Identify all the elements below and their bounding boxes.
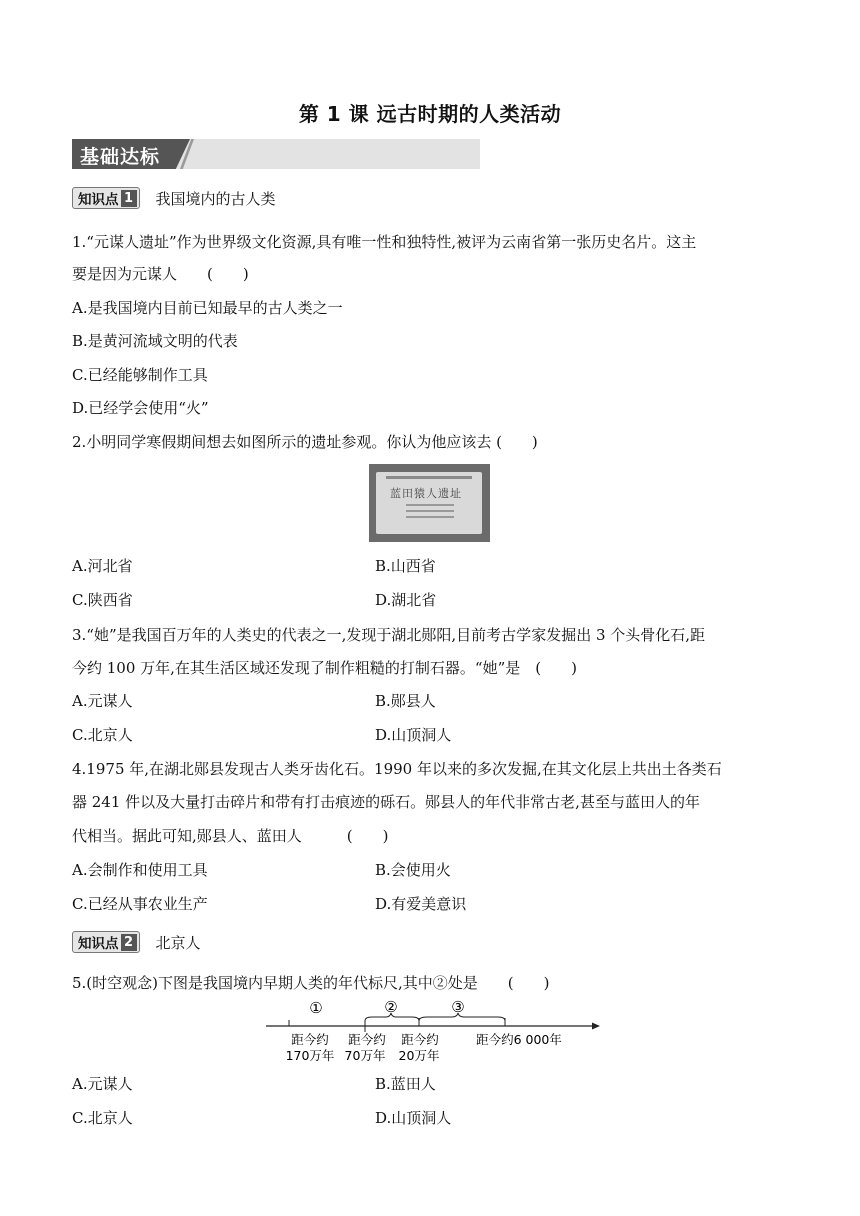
q5-option-b: B.蓝田人 <box>375 1075 436 1093</box>
q3-option-b: B.郧县人 <box>375 692 436 710</box>
q4-option-a: A.会制作和使用工具 <box>72 861 208 879</box>
page-title: 第 1 课 远古时期的人类活动 <box>298 102 562 126</box>
site-monument-photo <box>369 464 490 542</box>
timeline-label-3-top: 距今约 <box>401 1032 439 1047</box>
q3-option-a: A.元谋人 <box>72 692 133 710</box>
timeline-label-2-bottom: 70万年 <box>344 1048 386 1063</box>
q1-option-b: B.是黄河流域文明的代表 <box>72 332 238 350</box>
timeline-mark-3: ③ <box>451 998 465 1016</box>
q5-option-d: D.山顶洞人 <box>375 1109 452 1127</box>
q3-option-c: C.北京人 <box>72 726 133 744</box>
timeline-mark-1: ① <box>309 999 323 1017</box>
q4-option-b: B.会使用火 <box>375 861 451 879</box>
q4-option-c: C.已经从事农业生产 <box>72 895 208 913</box>
knowledge-point-2 <box>72 931 201 953</box>
q2-option-c: C.陕西省 <box>72 591 133 609</box>
q5-stem: 5.(时空观念)下图是我国境内早期人类的年代标尺,其中②处是 ( ) <box>72 974 550 992</box>
knowledge-point-badge: 知识点 2 <box>72 931 140 953</box>
timeline-label-1-bottom: 170万年 <box>285 1048 335 1063</box>
knowledge-point-1 <box>72 187 276 209</box>
q3-option-d: D.山顶洞人 <box>375 726 452 744</box>
q2-option-a: A.河北省 <box>72 557 133 575</box>
q1-stem-line1: 1.“元谋人遗址”作为世界级文化资源,具有唯一性和独特性,被评为云南省第一张历史名片。这主 <box>72 233 697 251</box>
q4-stem-line3: 代相当。据此可知,郧县人、蓝田人 ( ) <box>72 827 389 845</box>
stone-inscription: 蓝田猿人遗址 <box>390 487 462 500</box>
q4-option-d: D.有爱美意识 <box>375 895 467 913</box>
q4-stem-line1: 4.1975 年,在湖北郧县发现古人类牙齿化石。1990 年以来的多次发掘,在其文化层上共出土各类石 <box>72 760 722 778</box>
q2-option-b: B.山西省 <box>375 557 436 575</box>
q2-option-d: D.湖北省 <box>375 591 437 609</box>
q4-stem-line2: 器 241 件以及大量打击碎片和带有打击痕迹的砾石。郧县人的年代非常古老,甚至与蓝田人的年 <box>72 793 700 811</box>
q1-option-a: A.是我国境内目前已知最早的古人类之一 <box>72 299 343 317</box>
knowledge-point-title: 北京人 <box>155 933 201 952</box>
timeline-label-3-bottom: 20万年 <box>398 1048 440 1063</box>
timeline-diagram <box>262 998 602 1068</box>
q3-stem-line2: 今约 100 万年,在其生活区域还发现了制作粗糙的打制石器。“她”是 ( ) <box>72 659 577 677</box>
timeline-label-4: 距今约6 000年 <box>476 1032 562 1047</box>
q1-option-d: D.已经学会使用“火” <box>72 399 209 417</box>
timeline-mark-2: ② <box>384 998 398 1016</box>
section-banner <box>72 139 480 169</box>
timeline-label-1-top: 距今约 <box>291 1032 329 1047</box>
knowledge-point-title: 我国境内的古人类 <box>155 189 276 208</box>
section-title: 基础达标 <box>80 146 161 168</box>
stone-tablet <box>376 472 482 534</box>
q1-option-c: C.已经能够制作工具 <box>72 366 208 384</box>
q1-stem-line2: 要是因为元谋人 ( ) <box>72 265 249 283</box>
q5-option-c: C.北京人 <box>72 1109 133 1127</box>
q2-stem: 2.小明同学寒假期间想去如图所示的遗址参观。你认为他应该去 ( ) <box>72 433 538 451</box>
timeline-label-2-top: 距今约 <box>348 1032 386 1047</box>
q5-option-a: A.元谋人 <box>72 1075 133 1093</box>
q3-stem-line1: 3.“她”是我国百万年的人类史的代表之一,发现于湖北郧阳,目前考古学家发掘出 3 个头骨化石,距 <box>72 626 706 644</box>
knowledge-point-badge: 知识点 1 <box>72 187 140 209</box>
